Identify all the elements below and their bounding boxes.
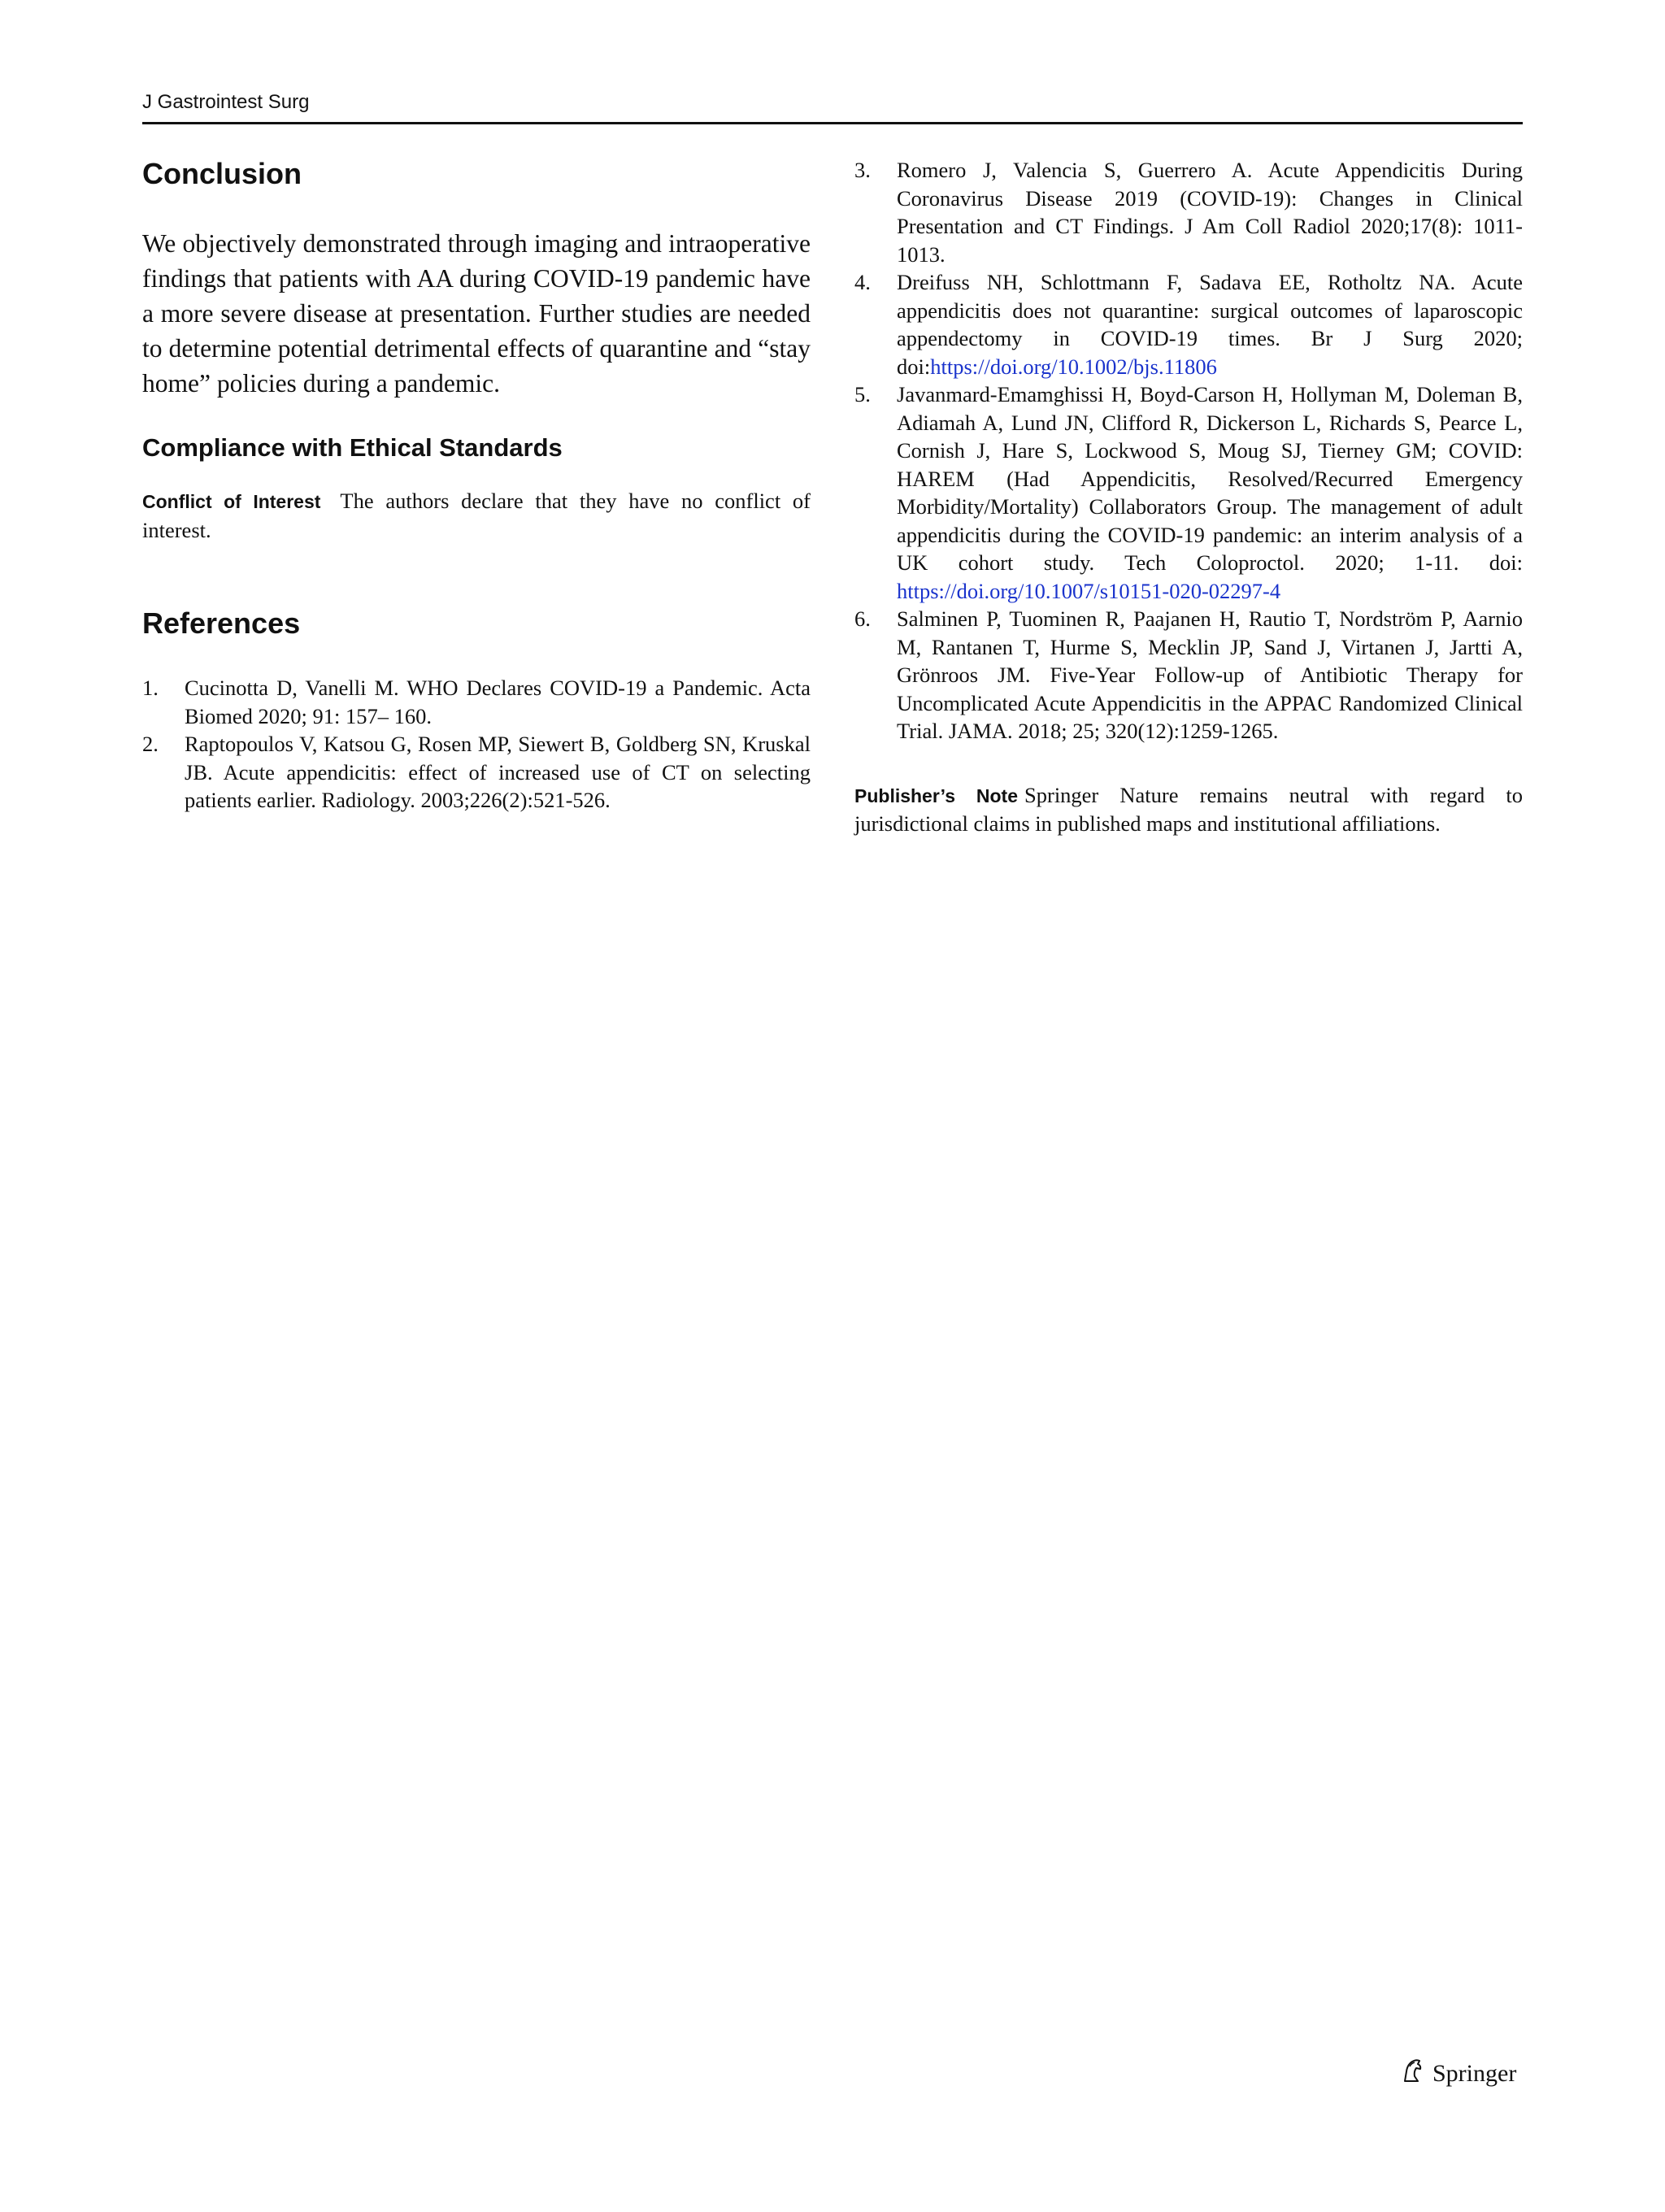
reference-number: 3. xyxy=(854,158,871,182)
conclusion-heading: Conclusion xyxy=(142,157,302,190)
publisher-note-text: Springer Nature remains neutral with regard to jurisdictional claims in published maps and institutional affiliations. xyxy=(854,782,1523,836)
reference-number: 6. xyxy=(854,606,871,631)
reference-item xyxy=(854,156,1523,268)
conflict-of-interest xyxy=(142,487,811,544)
reference-item xyxy=(854,605,1523,745)
reference-text: Javanmard-Emamghissi H, Boyd-Carson H, Hollyman M, Doleman B, Adiamah A, Lund JN, Clifford R, Dickerson L, Richards S, Pearce L, Cornish J, Hare S, Lockwood S, Moug SJ, Tierney GM; COVID: HAREM (Had Appendicitis, Resolved/Recurred Emergency Morbidity/Mortality) Collaborators Group. The management of adult appendicitis during the COVID-19 pandemic: an interim analysis of a UK cohort study. Tech Coloproctol. 2020; 1-11. doi: xyxy=(897,382,1523,575)
reference-item xyxy=(142,674,811,730)
reference-item xyxy=(854,380,1523,605)
publisher-name: Springer xyxy=(1432,2060,1517,2087)
reference-text: Salminen P, Tuominen R, Paajanen H, Rautio T, Nordström P, Aarnio M, Rantanen T, Hurme S, Mecklin JP, Sand J, Virtanen J, Jartti A, Grönroos JM. Five-Year Follow-up of Antibiotic Therapy for Uncomplicated Acute Appendicitis in the APPAC Randomized Clinical Trial. JAMA. 2018; 25; 320(12):1259-1265. xyxy=(897,606,1523,743)
springer-logo xyxy=(1398,2057,1516,2091)
reference-list-right xyxy=(854,156,1523,745)
reference-list-left xyxy=(142,674,811,815)
running-head: J Gastrointest Surg xyxy=(142,91,310,113)
conclusion-paragraph: We objectively demonstrated through imaging and intraoperative findings that patients with AA during COVID-19 pandemic have a more severe disease at presentation. Further studies are needed to determine potential detrimental effects of quarantine and “stay home” policies during a pandemic. xyxy=(142,229,811,398)
springer-horse-icon xyxy=(1398,2057,1426,2091)
reference-number: 1. xyxy=(142,676,159,700)
references-heading: References xyxy=(142,606,301,640)
reference-text: Romero J, Valencia S, Guerrero A. Acute Appendicitis During Coronavirus Disease 2019 (COVID-19): Changes in Clinical Presentation and CT Findings. J Am Coll Radiol 2020;17(8): 1011-1013. xyxy=(897,158,1523,267)
reference-item xyxy=(142,730,811,815)
reference-number: 5. xyxy=(854,382,871,406)
doi-link[interactable]: https://doi.org/10.1007/s10151-020-02297-4 xyxy=(897,578,1281,603)
reference-text: Dreifuss NH, Schlottmann F, Sadava EE, Rotholtz NA. Acute appendicitis does not quarantine: surgical outcomes of laparoscopic appendectomy in COVID-19 times. Br J Surg 2020; doi: xyxy=(897,270,1523,379)
header-rule xyxy=(142,122,1523,124)
left-column xyxy=(142,153,811,815)
reference-item xyxy=(854,268,1523,380)
doi-link[interactable]: https://doi.org/10.1002/bjs.11806 xyxy=(930,354,1217,379)
coi-text: The authors declare that they have no conflict of interest. xyxy=(142,489,811,542)
reference-number: 4. xyxy=(854,270,871,294)
reference-number: 2. xyxy=(142,732,159,756)
reference-text: Cucinotta D, Vanelli M. WHO Declares COVID-19 a Pandemic. Acta Biomed 2020; 91: 157– 160. xyxy=(185,676,811,728)
compliance-heading: Compliance with Ethical Standards xyxy=(142,433,563,462)
reference-text: Raptopoulos V, Katsou G, Rosen MP, Siewert B, Goldberg SN, Kruskal JB. Acute appendicitis: effect of increased use of CT on selecting patients earlier. Radiology. 2003;226(2):521-526. xyxy=(185,732,811,812)
publisher-note xyxy=(854,781,1523,838)
publisher-note-label: Publisher’s Note xyxy=(854,784,1018,806)
right-column xyxy=(854,156,1523,838)
coi-label: Conflict of Interest xyxy=(142,491,321,512)
